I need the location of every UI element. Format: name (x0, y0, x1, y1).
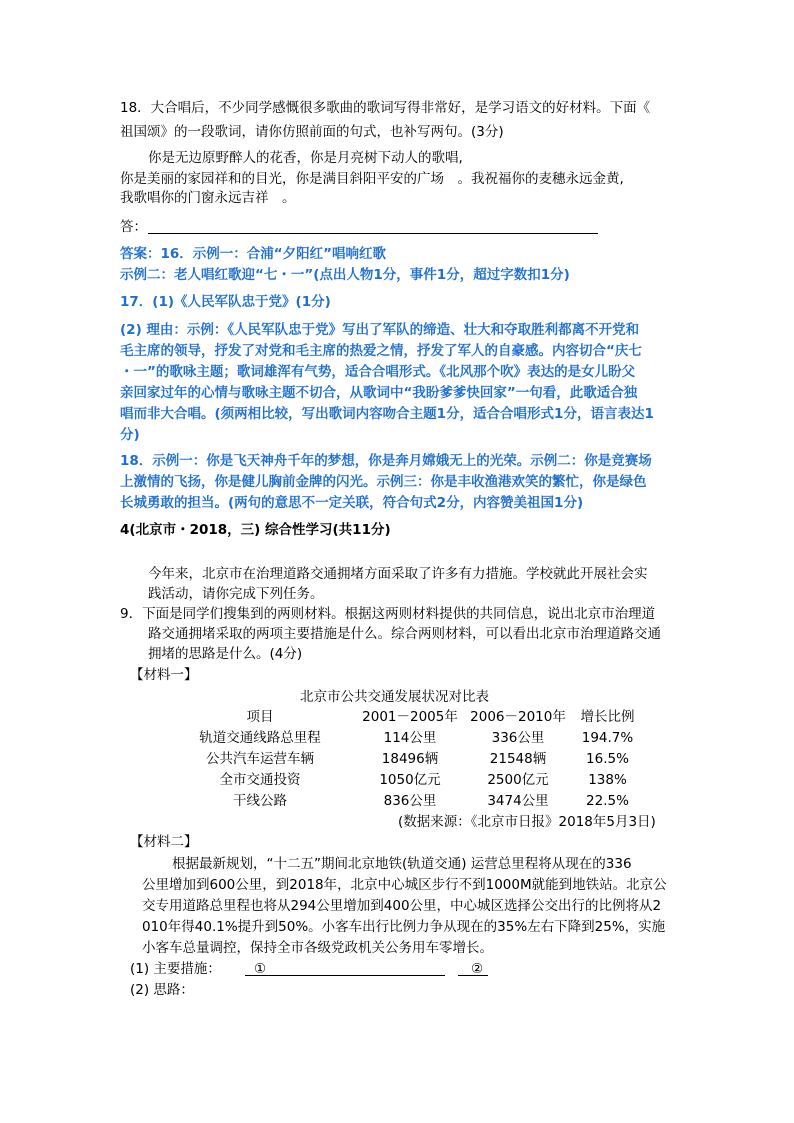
sub1-label: (1) 主要措施： (130, 961, 221, 977)
table-cell-r2c2: 18496辆 (381, 751, 439, 767)
table-cell-r2c4: 16.5% (586, 751, 629, 767)
table-title: 北京市公共交通发展状况对比表 (300, 689, 489, 705)
table-cell-r3c4: 138% (588, 772, 627, 788)
table-cell-r4c3: 3474公里 (487, 793, 549, 809)
answer-16-line1: 答案：16．示例一：合浦“夕阳红”唱响红歌 (120, 246, 387, 262)
table-header-period2: 2006－2010年 (470, 709, 566, 725)
answer-17-line5: 亲回家过年的心情与歌咏主题不切合，从歌词中“我盼爹爹快回家”一句看，此歌适合独 (120, 385, 638, 401)
table-cell-r3c1: 全市交通投资 (219, 772, 301, 788)
answer-17-line3: 毛主席的领导，抒发了对党和毛主席的热爱之情，抒发了军人的自豪感。内容切合“庆七 (120, 343, 642, 359)
answer-17-line6: 唱而非大合唱。(须两相比较，写出歌词内容吻合主题1分，适合合唱形式1分，语言表达1 (120, 406, 654, 422)
answer-16-line2: 示例二：老人唱红歌迎“七・一”(点出人物1分，事件1分，超过字数扣1分) (120, 267, 570, 283)
material-2-line1: 根据最新规划，“十二五”期间北京地铁(轨道交通) 运营总里程将从现在的336 (172, 856, 632, 872)
table-header-period1: 2001－2005年 (362, 709, 458, 725)
section-heading: 4(北京市・2018，三) 综合性学习(共11分) (120, 522, 391, 538)
lyric-line3: 我歌唱你的门窗永远吉祥 。 (120, 190, 296, 206)
material-2-line4: 010年得40.1%提升到50%。小客车出行比例力争从现在的35%左右下降到25%，实施 (142, 919, 666, 935)
answer-17-line7: 分) (120, 427, 140, 443)
answer-label: 答： (120, 219, 147, 235)
material-2-label: 【材料二】 (130, 834, 198, 850)
q9-line2: 路交通拥堵采取的两项主要措施是什么。综合两则材料，可以看出北京市治理道路交通 (148, 626, 661, 642)
table-cell-r1c1: 轨道交通线路总里程 (199, 730, 321, 746)
answer-17-line4: ・一”的歌咏主题；歌词雄浑有气势，适合合唱形式。《北风那个吹》表达的是女儿盼父 (120, 364, 636, 380)
material-2-line5: 小客车总量调控，保持全市各级党政机关公务用车零增长。 (142, 940, 493, 956)
q9-line3: 拥堵的思路是什么。(4分) (148, 646, 303, 662)
material-1-label: 【材料一】 (130, 667, 198, 683)
table-cell-r4c2: 836公里 (383, 793, 437, 809)
table-cell-r1c4: 194.7% (581, 730, 634, 746)
sub1-marker-1: ① (254, 961, 267, 977)
sub1-marker-2: ② (471, 961, 484, 977)
table-cell-r4c4: 22.5% (586, 793, 629, 809)
table-cell-r2c1: 公共汽车运营车辆 (206, 751, 314, 767)
answer-18-line2: 上激情的飞扬，你是健儿胸前金牌的闪光。示例三：你是丰收渔港欢笑的繁忙，你是绿色 (120, 474, 647, 490)
sub2-label: (2) 思路： (130, 982, 194, 998)
q18-line1: 18．大合唱后，不少同学感慨很多歌曲的歌词写得非常好，是学习语文的好材料。下面《 (120, 100, 651, 116)
lyric-line2: 你是美丽的家园祥和的目光，你是满目斜阳平安的广场 。我祝福你的麦穗永远金黄, (120, 171, 624, 187)
table-cell-r3c2: 1050亿元 (379, 772, 441, 788)
table-cell-r1c3: 336公里 (491, 730, 545, 746)
table-cell-r1c2: 114公里 (383, 730, 437, 746)
table-header-growth: 增长比例 (580, 709, 635, 725)
table-cell-r2c3: 21548辆 (489, 751, 547, 767)
answer-17-line1: 17．(1)《人民军队忠于党》(1分) (120, 294, 331, 310)
answer-17-line2: (2) 理由：示例：《人民军队忠于党》写出了军队的缔造、壮大和夺取胜利都离不开党和 (120, 322, 640, 338)
measure-2-blank[interactable] (458, 975, 488, 976)
lyric-line1: 你是无边原野醉人的花香，你是月亮树下动人的歌唱, (148, 150, 463, 166)
measure-1-blank[interactable] (245, 975, 445, 976)
q9-line1: 9．下面是同学们搜集到的两则材料。根据这两则材料提供的共同信息，说出北京市治理道 (120, 606, 656, 622)
material-2-line2: 公里增加到600公里，到2018年，北京中心城区步行不到1000M就能到地铁站。北京公 (142, 877, 667, 893)
answer-18-line1: 18．示例一：你是飞天神舟千年的梦想，你是奔月嫦娥无上的光荣。示例二：你是竞赛场 (120, 453, 652, 469)
material-2-line3: 交专用道路总里程也将从294公里增加到400公里，中心城区选择公交出行的比例将从2 (142, 898, 662, 914)
answer-18-line3: 长城勇敢的担当。(两句的意思不一定关联，符合句式2分，内容赞美祖国1分) (120, 495, 584, 511)
table-source: (数据来源：《北京市日报》2018年5月3日) (398, 814, 656, 830)
table-cell-r4c1: 干线公路 (233, 793, 287, 809)
q18-line2: 祖国颂》的一段歌词，请你仿照前面的句式，也补写两句。(3分) (120, 124, 504, 140)
table-cell-r3c3: 2500亿元 (487, 772, 549, 788)
table-header-item: 项目 (246, 709, 274, 725)
answer-line[interactable] (148, 233, 598, 234)
intro-line1: 今年来，北京市在治理道路交通拥堵方面采取了许多有力措施。学校就此开展社会实 (148, 566, 648, 582)
intro-line2: 践活动，请你完成下列任务。 (148, 586, 324, 602)
